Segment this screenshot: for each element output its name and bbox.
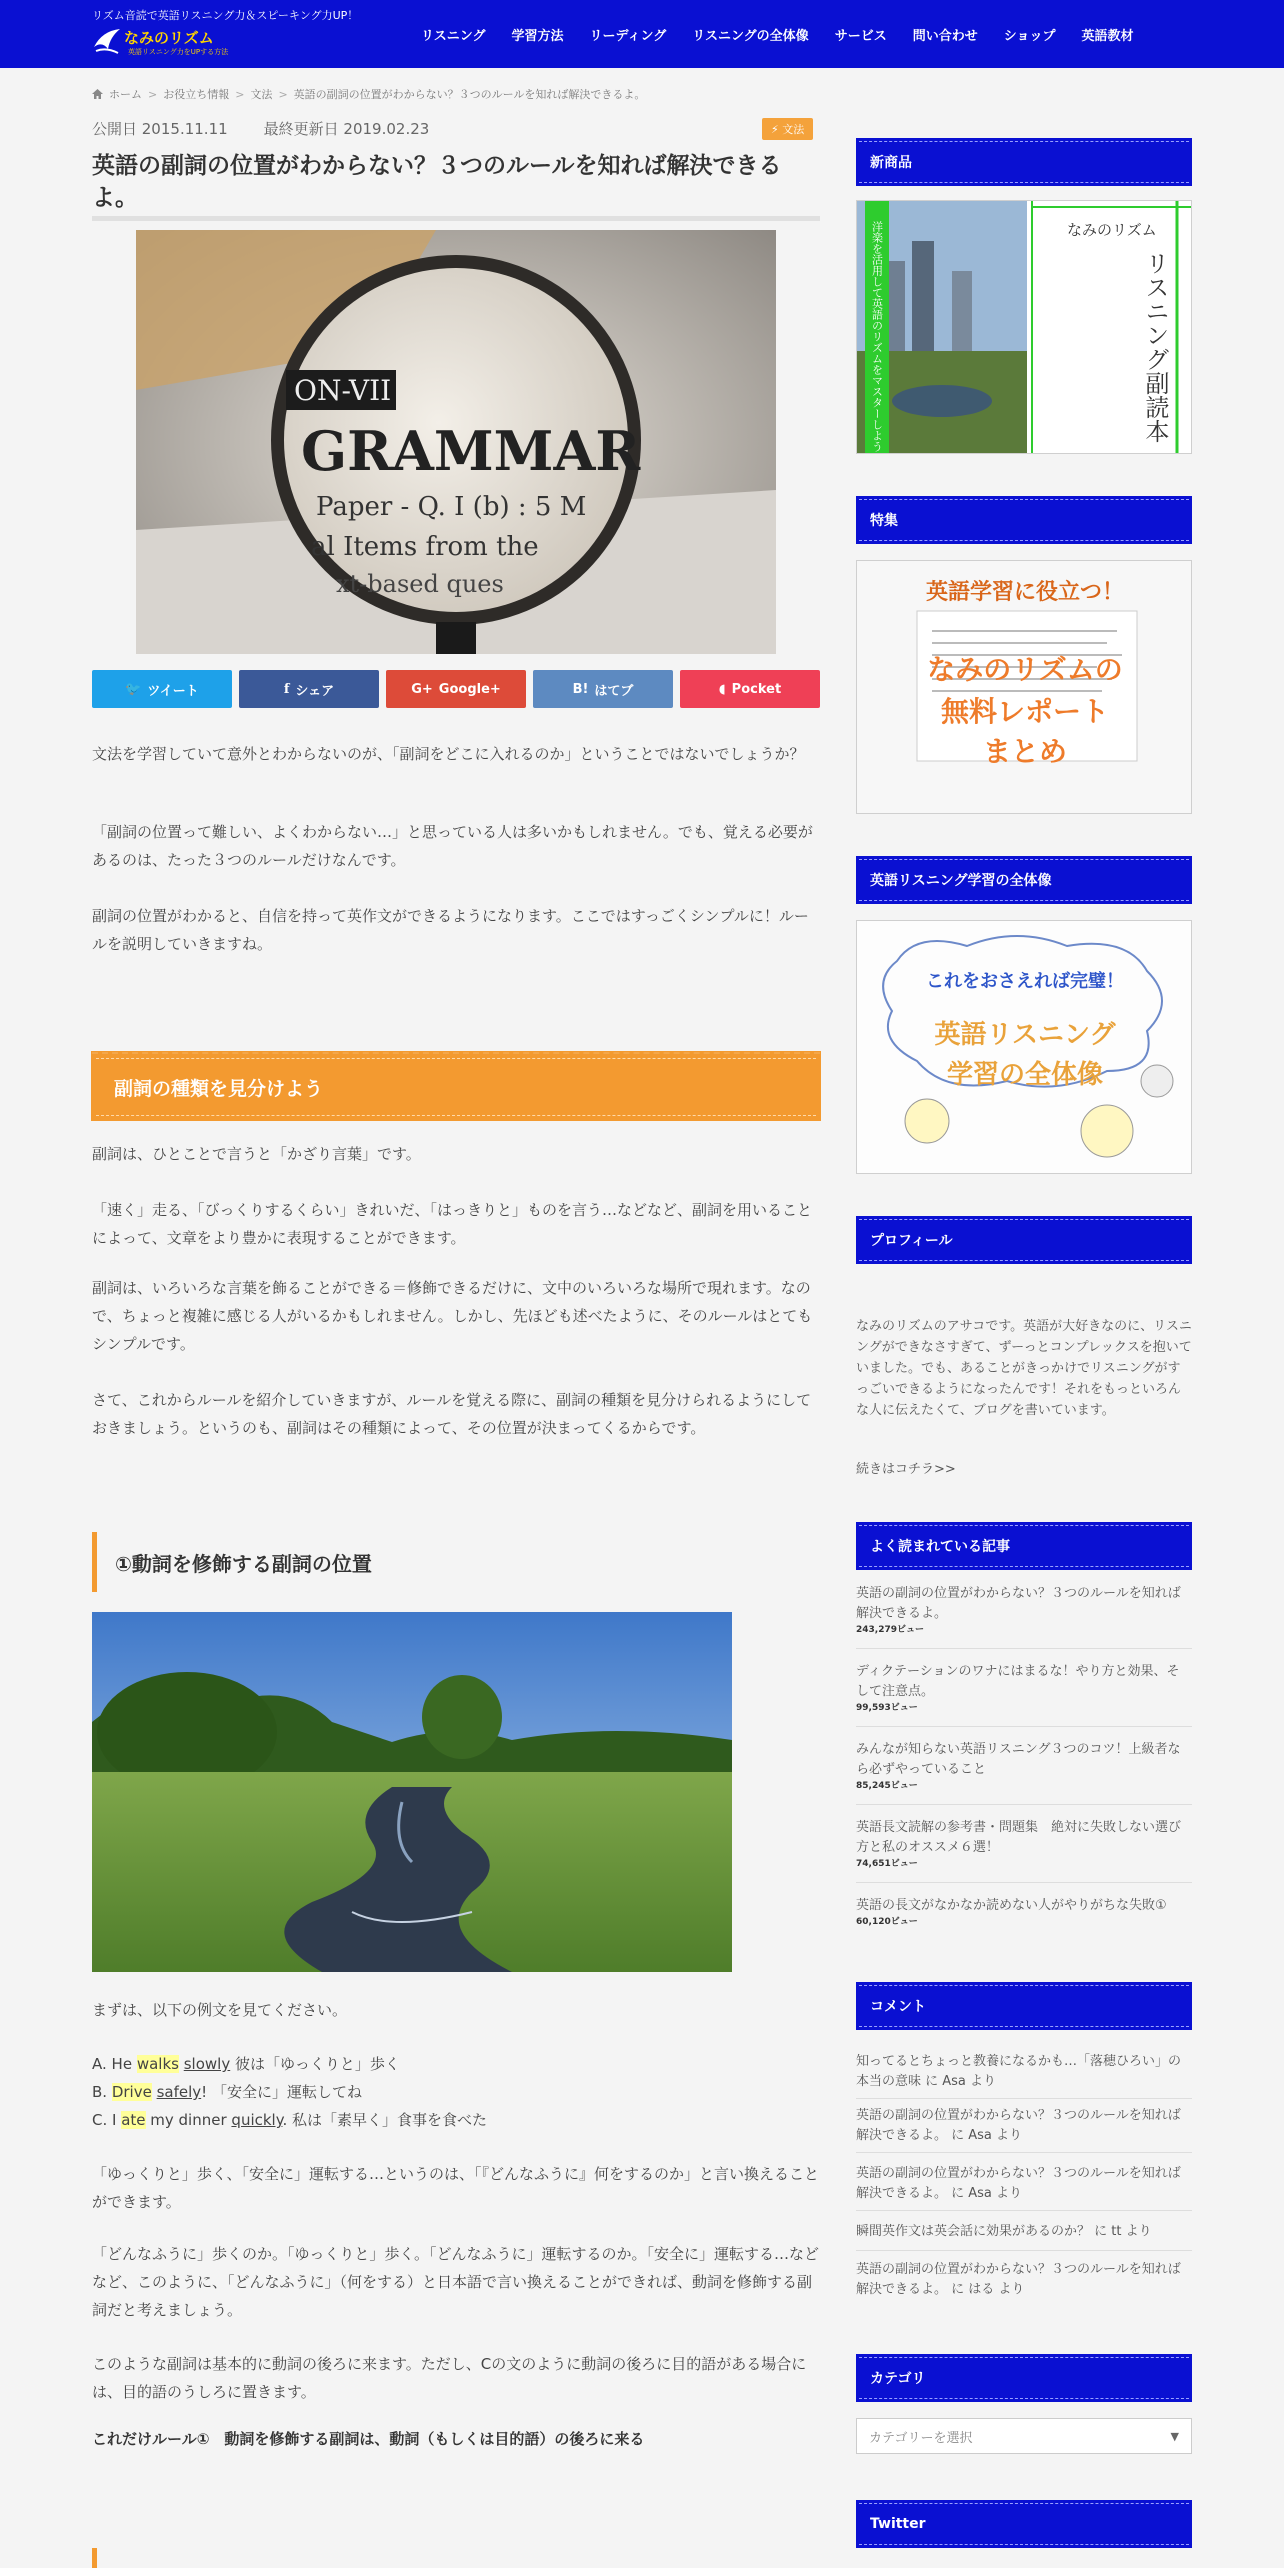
pocket-label: Pocket <box>731 681 782 697</box>
paragraph-3: 副詞は、いろいろな言葉を飾ることができる＝修飾できるだけに、文中のいろいろな場所で現れます。なので、ちょっと複雑に感じる人がいるかもしれません。しかし、先ほども述べたように、そのルールはとてもシンプルです。 <box>92 1279 813 1353</box>
intro-paragraph-2: 「副詞の位置って難しい、よくわからない…」と思っている人は多いかもしれません。でも、覚える必要があるのは、たった３つのルールだけなんです。 <box>92 823 813 869</box>
category-badge[interactable] <box>762 118 813 140</box>
feature-line-2: 無料レポート <box>940 695 1110 728</box>
divider <box>856 1648 1192 1649</box>
listening-overview-banner[interactable] <box>856 920 1192 1174</box>
free-report-banner[interactable] <box>856 560 1192 814</box>
widget-title-feature <box>856 496 1192 544</box>
paragraph-4: さて、これからルールを紹介していきますが、ルールを覚える際に、副詞の種類を見分けられるようにしておきましょう。というのも、副詞はその種類によって、その位置が決まってくるからです。 <box>92 1391 812 1437</box>
breadcrumb-separator: > <box>235 87 245 101</box>
tweet-button[interactable] <box>92 670 232 708</box>
logo-text: なみのリズム <box>124 29 214 47</box>
hatena-label: はてブ <box>594 683 634 699</box>
popular-item-title: 英語の長文がなかなか読めない人がやりがちな失敗① <box>856 1898 1167 1913</box>
logo-subtitle: 英語リスニング力をUPする方法 <box>128 48 229 56</box>
popular-item[interactable] <box>856 1818 1192 1870</box>
breadcrumb-grammar[interactable]: 文法 <box>250 88 273 101</box>
river-landscape-image <box>92 1612 732 1972</box>
nav-contact[interactable]: 問い合わせ <box>912 28 978 44</box>
hero-text-4: al Items from the <box>311 532 539 562</box>
example-a-adverb: slowly <box>183 2055 231 2073</box>
facebook-share-button[interactable] <box>239 670 379 708</box>
widget-title-comments-text: コメント <box>870 1999 926 2015</box>
feature-top-text: 英語学習に役立つ！ <box>925 580 1125 605</box>
category-select-value: カテゴリーを選択 <box>869 2430 973 2446</box>
title-divider <box>92 216 820 221</box>
widget-title-popular-text: よく読まれている記事 <box>870 1539 1010 1555</box>
category-select[interactable] <box>856 2418 1192 2454</box>
example-c-adverb: quickly <box>231 2111 283 2129</box>
next-heading-marker <box>92 2548 97 2568</box>
nav-materials[interactable]: 英語教材 <box>1081 28 1134 44</box>
example-c-object: my dinner <box>145 2111 232 2129</box>
widget-title-popular <box>856 1522 1192 1570</box>
hero-image <box>136 230 776 654</box>
overview-top-text: これをおさえれば完璧！ <box>926 971 1124 992</box>
example-a <box>92 2050 820 2078</box>
widget-title-new <box>856 138 1192 186</box>
popular-item-title: 英語長文読解の参考書・問題集 絶対に失敗しない選び方と私のオススメ６選！ <box>856 1820 1182 1855</box>
logo-bird-icon <box>92 27 122 55</box>
popular-item-views: 99,593ビュー <box>856 1703 918 1713</box>
hero-text-3: Paper - Q. I (b) : 5 M <box>316 492 587 522</box>
book-brand: なみのリズム <box>1067 221 1157 239</box>
breadcrumb-separator: > <box>148 87 158 101</box>
rule-1: これだけルール① 動詞を修飾する副詞は、動詞（もしくは目的語）の後ろに来る <box>92 2430 645 2448</box>
bolt-icon: ⚡ <box>771 123 779 136</box>
facebook-icon: f <box>283 681 290 697</box>
hero-text-5: xt-based ques <box>336 570 504 598</box>
free-report-image <box>857 561 1192 814</box>
google-plus-button[interactable] <box>386 670 526 708</box>
subheading-verb-adverb: ①動詞を修飾する副詞の位置 <box>92 1532 820 1592</box>
nav-shop[interactable]: ショップ <box>1003 28 1056 44</box>
breadcrumb-tips[interactable]: お役立ち情報 <box>163 88 230 101</box>
nav-study-method[interactable]: 学習方法 <box>511 28 564 44</box>
divider <box>856 2152 1192 2153</box>
divider <box>856 1882 1192 1883</box>
profile-more-link[interactable]: 続きはコチラ>> <box>856 1462 956 1477</box>
book-title: リスニング副読本 <box>1141 251 1169 443</box>
heading-dashed-border <box>96 1058 816 1116</box>
nav-service[interactable]: サービス <box>834 28 887 44</box>
comment-item[interactable]: 英語の副詞の位置がわからない？３つのルールを知れば解決できるよ。 に はる より <box>856 2262 1181 2297</box>
overview-line-2: 学習の全体像 <box>946 1060 1104 1090</box>
popular-item-title: ディクテーションのワナにはまるな！やり方と効果、そして注意点。 <box>856 1664 1180 1699</box>
popular-item[interactable] <box>856 1662 1192 1714</box>
book-vertical-text: 洋楽を活用して英語のリズムをマスターしよう <box>870 221 884 452</box>
nav-listening-overview[interactable]: リスニングの全体像 <box>692 28 809 44</box>
widget-title-twitter <box>856 2500 1192 2548</box>
pocket-icon: ◖ <box>718 681 726 697</box>
popular-item-title: 英語の副詞の位置がわからない？３つのルールを知れば解決できるよ。 <box>856 1586 1181 1621</box>
popular-item-views: 243,279ビュー <box>856 1625 924 1635</box>
paragraph-6: 「どんなふうに」歩くのか。「ゆっくりと」歩く。「どんなふうに」運転するのか。「安全に」運転する…などなど、このように、「どんなふうに」（何をする）と日本語で言い換えることができれば、動詞を修飾する副詞だと考えましょう。 <box>92 2245 820 2319</box>
site-logo[interactable] <box>92 25 232 59</box>
widget-title-overview-text: 英語リスニング学習の全体像 <box>870 873 1052 889</box>
example-b <box>92 2078 820 2106</box>
hero-text-2: GRAMMAR <box>301 419 641 483</box>
updated-date: 最終更新日 2019.02.23 <box>263 120 430 138</box>
divider <box>856 2098 1192 2099</box>
widget-title-comments <box>856 1982 1192 2030</box>
overview-line-1: 英語リスニング <box>934 1020 1116 1050</box>
widget-title-profile-text: プロフィール <box>870 1233 953 1249</box>
widget-title-category-text: カテゴリ <box>870 2371 926 2387</box>
intro-paragraph-1: 文法を学習していて意外とわからないのが、「副詞をどこに入れるのか」ということではないでしょうか？ <box>92 745 805 763</box>
example-a-translation: 彼は「ゆっくりと」歩く <box>230 2055 400 2073</box>
site-tagline: リズム音読で英語リスニング力＆スピーキング力UP！ <box>92 9 359 22</box>
example-c-translation: . 私は「素早く」食事を食べた <box>282 2111 488 2129</box>
example-a-prefix: A. He <box>92 2055 137 2073</box>
feature-line-1: なみのリズムの <box>927 653 1123 686</box>
share-buttons <box>92 670 820 708</box>
divider <box>856 2210 1192 2211</box>
chevron-down-icon: ▼ <box>1170 2430 1179 2443</box>
article-title: 英語の副詞の位置がわからない？３つのルールを知れば解決できるよ。 <box>92 153 782 211</box>
home-icon <box>92 89 103 99</box>
main-nav <box>408 0 1146 68</box>
published-date: 公開日 2015.11.11 <box>92 120 228 138</box>
article-dates <box>92 118 429 139</box>
paragraph-1: 副詞は、ひとことで言うと「かざり言葉」です。 <box>92 1145 421 1163</box>
popular-item[interactable] <box>856 1584 1192 1636</box>
book-cover-image <box>857 201 1192 454</box>
example-b-verb: Drive <box>111 2083 152 2101</box>
breadcrumb-current: 英語の副詞の位置がわからない？３つのルールを知れば解決できるよ。 <box>293 88 646 101</box>
hero-text-1: ON-VII <box>294 374 392 407</box>
hatena-icon: B! <box>572 681 589 697</box>
twitter-icon: 🐦 <box>125 681 142 697</box>
nav-listening[interactable]: リスニング <box>421 28 486 44</box>
example-b-adverb: safely <box>156 2083 202 2101</box>
popular-item[interactable] <box>856 1896 1192 1928</box>
paragraph-7: このような副詞は基本的に動詞の後ろに来ます。ただし、Cの文のように動詞の後ろに目的語がある場合には、目的語のうしろに置きます。 <box>92 2355 807 2401</box>
overview-image <box>857 921 1192 1174</box>
widget-title-overview <box>856 856 1192 904</box>
popular-item-views: 74,651ビュー <box>856 1859 918 1869</box>
example-c-verb: ate <box>121 2111 146 2129</box>
popular-item[interactable] <box>856 1740 1192 1792</box>
tweet-label: ツイート <box>147 683 199 699</box>
widget-title-new-text: 新商品 <box>870 155 912 171</box>
breadcrumb-home[interactable]: ホーム <box>109 88 142 101</box>
facebook-label: シェア <box>295 683 335 699</box>
google-plus-icon: G+ <box>411 681 433 697</box>
divider <box>856 1804 1192 1805</box>
divider <box>856 1726 1192 1727</box>
comment-item[interactable]: 英語の副詞の位置がわからない？３つのルールを知れば解決できるよ。 に Asa より <box>856 2166 1181 2201</box>
breadcrumb-separator: > <box>278 87 288 101</box>
pocket-button[interactable] <box>680 670 820 708</box>
magnifier-grammar-image <box>136 230 776 654</box>
site-header <box>0 0 1284 68</box>
example-b-prefix: B. <box>92 2083 112 2101</box>
section-heading-text: 副詞の種類を見分けよう <box>114 1077 324 1100</box>
comment-item[interactable]: 知ってるとちょっと教養になるかも…「落穂ひろい」の本当の意味 に Asa より <box>856 2054 1182 2089</box>
comment-item[interactable]: 英語の副詞の位置がわからない？３つのルールを知れば解決できるよ。 に Asa より <box>856 2108 1181 2143</box>
comment-item[interactable]: 瞬間英作文は英会話に効果があるのか？ に tt より <box>856 2224 1152 2239</box>
popular-item-views: 85,245ビュー <box>856 1781 918 1791</box>
example-intro: まずは、以下の例文を見てください。 <box>92 2001 348 2019</box>
feature-line-3: まとめ <box>982 735 1068 768</box>
widget-title-twitter-text: Twitter <box>870 2516 926 2532</box>
hatena-button[interactable] <box>533 670 673 708</box>
new-product-banner[interactable] <box>856 200 1192 454</box>
profile-text: なみのリズムのアサコです。英語が大好きなのに、リスニングができなさすぎて、ずーっとコンプレックスを抱いていました。でも、あることがきっかけでリスニングがすっごいできるようになったんです！それをもっといろんな人に伝えたくて、ブログを書いています。 <box>856 1319 1192 1418</box>
section-heading-adverb-types <box>92 1052 820 1120</box>
intro-paragraph-3: 副詞の位置がわかると、自信を持って英作文ができるようになります。ここではすっごくシンプルに！ルールを説明していきますね。 <box>92 907 809 953</box>
google-plus-label: Google+ <box>438 681 501 697</box>
widget-title-category <box>856 2354 1192 2402</box>
nav-reading[interactable]: リーディング <box>589 28 667 44</box>
divider <box>856 2250 1192 2251</box>
category-badge-label: 文法 <box>782 123 805 136</box>
popular-item-title: みんなが知らない英語リスニング３つのコツ！上級者なら必ずやっていること <box>856 1742 1181 1777</box>
example-a-verb: walks <box>136 2055 179 2073</box>
example-c <box>92 2106 820 2134</box>
paragraph-5: 「ゆっくりと」歩く、「安全に」運転する…というのは、「『どんなふうに』何をするのか」と言い換えることができます。 <box>92 2165 820 2211</box>
popular-item-views: 60,120ビュー <box>856 1917 918 1927</box>
widget-title-profile <box>856 1216 1192 1264</box>
breadcrumb <box>92 86 645 102</box>
example-b-translation: ! 「安全に」運転してね <box>201 2083 362 2101</box>
river-photo <box>92 1612 732 1972</box>
example-c-prefix: C. I <box>92 2111 122 2129</box>
widget-title-feature-text: 特集 <box>870 513 898 529</box>
paragraph-2: 「速く」走る、「びっくりするくらい」きれいだ、「はっきりと」ものを言う…などなど、副詞を用いることによって、文章をより豊かに表現することができます。 <box>92 1201 813 1247</box>
